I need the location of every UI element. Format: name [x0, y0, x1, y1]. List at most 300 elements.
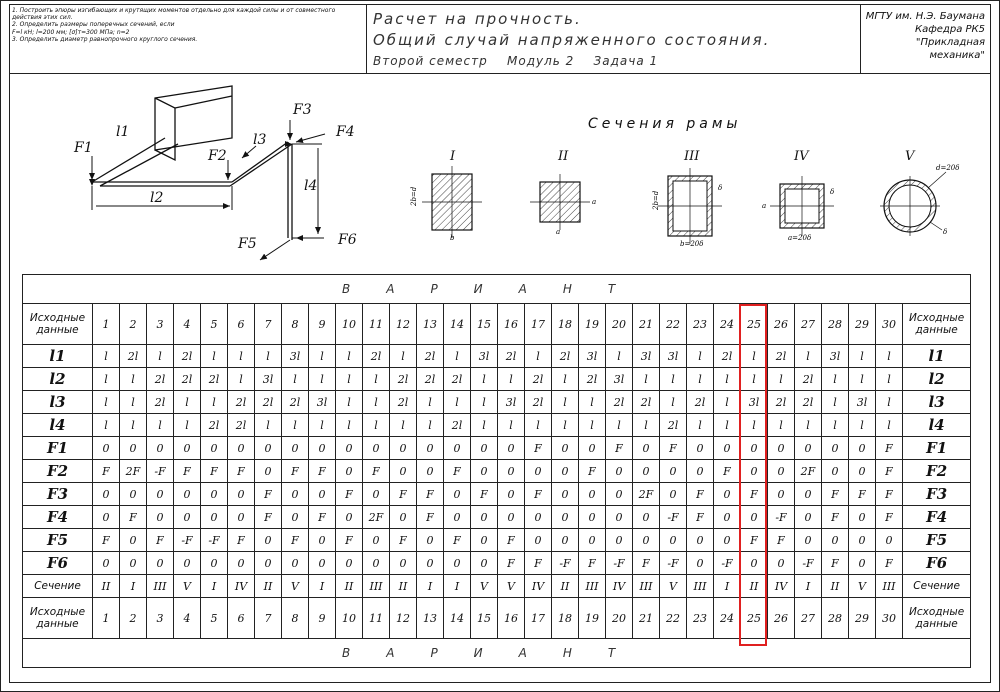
data-row-l1 [23, 345, 971, 368]
table-cell: F [579, 552, 606, 575]
row-label: F3 [23, 483, 93, 506]
table-cell: l [120, 391, 147, 414]
table-cell: l [444, 391, 471, 414]
table-cell: 2l [228, 414, 255, 437]
variant-number: 26 [768, 304, 795, 345]
table-cell: l [633, 368, 660, 391]
table-cell: l [741, 368, 768, 391]
table-cell: 2F [633, 483, 660, 506]
table-cell: 0 [336, 552, 363, 575]
data-row-l2 [23, 368, 971, 391]
variant-number: 9 [309, 598, 336, 639]
title-line-2: Общий случай напряженного состояния. [373, 31, 771, 49]
header-label: Исходные данные [903, 598, 971, 639]
table-cell: l [282, 368, 309, 391]
section-4-shape [762, 176, 834, 242]
table-cell: l [714, 391, 741, 414]
table-cell: F [687, 483, 714, 506]
note-1: 1. Построить эпюры изгибающих и крутящих моментов отдельно для каждой силы и от совместного действия этих сил. [12, 7, 336, 22]
table-cell: 0 [282, 506, 309, 529]
table-cell: 2l [390, 391, 417, 414]
table-cell: l [498, 368, 525, 391]
table-cell: l [606, 345, 633, 368]
org-line-2: Кафедра РК5 [915, 24, 985, 35]
table-cell: l [228, 368, 255, 391]
table-cell: 0 [471, 506, 498, 529]
table-cell: 0 [147, 483, 174, 506]
label-l2: l2 [150, 190, 164, 206]
table-cell: 2l [120, 345, 147, 368]
section-2-number: II [558, 149, 569, 164]
table-cell: l [336, 345, 363, 368]
variant-number: 6 [228, 304, 255, 345]
table-cell: l [525, 414, 552, 437]
variant-number: 11 [363, 598, 390, 639]
table-cell: l [282, 414, 309, 437]
table-cell: 0 [228, 483, 255, 506]
label-l4: l4 [304, 178, 318, 194]
variant-number: 30 [876, 304, 903, 345]
variant-number: 19 [579, 304, 606, 345]
note-2: 2. Определить размеры поперечных сечений, если [12, 21, 175, 29]
table-cell: l [687, 345, 714, 368]
table-cell: 2l [174, 345, 201, 368]
row-label: l4 [903, 414, 971, 437]
section-cell: III [876, 575, 903, 598]
section-cell: I [309, 575, 336, 598]
table-cell: 0 [201, 437, 228, 460]
section-cell: I [714, 575, 741, 598]
header-label: Исходные данные [903, 304, 971, 345]
variant-number: 18 [552, 304, 579, 345]
section-3-width-label: b=20δ [680, 240, 704, 248]
table-cell: 0 [822, 529, 849, 552]
label-F6: F6 [338, 232, 357, 248]
table-cell: l [876, 345, 903, 368]
table-cell: 2l [768, 391, 795, 414]
table-cell: 2F [120, 460, 147, 483]
variant-number: 29 [849, 304, 876, 345]
table-cell: l [822, 368, 849, 391]
table-cell: F [417, 506, 444, 529]
table-cell: F [525, 552, 552, 575]
table-cell: 0 [309, 437, 336, 460]
variant-number: 2 [120, 304, 147, 345]
table-cell: F [444, 460, 471, 483]
variant-number: 24 [714, 304, 741, 345]
table-cell: 0 [660, 460, 687, 483]
table-cell: l [93, 414, 120, 437]
section-4-thickness-label: δ [830, 188, 835, 196]
variant-caption: ВАРИАНТ [23, 639, 971, 668]
table-cell: F [363, 460, 390, 483]
table-cell: 0 [606, 506, 633, 529]
title-block [367, 4, 861, 74]
table-cell: 0 [714, 437, 741, 460]
sections-title: Сечения рамы [588, 116, 742, 132]
table-cell: F [174, 460, 201, 483]
table-cell: l [363, 391, 390, 414]
table-cell: 3l [633, 345, 660, 368]
row-label: F6 [23, 552, 93, 575]
variant-number: 27 [795, 598, 822, 639]
table-cell: l [120, 414, 147, 437]
table-cell: l [552, 414, 579, 437]
table-cell: F [93, 529, 120, 552]
table-cell: l [714, 414, 741, 437]
table-cell: l [255, 345, 282, 368]
table-cell: 0 [741, 460, 768, 483]
section-cell: II [741, 575, 768, 598]
table-cell: 0 [336, 460, 363, 483]
label-l1: l1 [116, 124, 130, 140]
table-cell: 3l [309, 391, 336, 414]
table-cell: F [309, 460, 336, 483]
table-cell: 0 [255, 529, 282, 552]
table-cell: l [309, 368, 336, 391]
table-cell: 2l [255, 391, 282, 414]
data-row-F5 [23, 529, 971, 552]
table-cell: l [552, 391, 579, 414]
section-cell: IV [768, 575, 795, 598]
variant-number: 21 [633, 598, 660, 639]
table-cell: 2l [768, 345, 795, 368]
section-cell: I [444, 575, 471, 598]
table-cell: 3l [579, 345, 606, 368]
variant-number: 14 [444, 304, 471, 345]
variant-number: 1 [93, 598, 120, 639]
table-cell: 0 [255, 437, 282, 460]
table-cell: 0 [444, 483, 471, 506]
section-cell: I [795, 575, 822, 598]
section-cell: I [201, 575, 228, 598]
table-cell: 0 [498, 506, 525, 529]
variant-caption: ВАРИАНТ [23, 275, 971, 304]
table-cell: F [336, 529, 363, 552]
table-cell: l [741, 414, 768, 437]
table-cell: l [174, 414, 201, 437]
table-cell: 0 [795, 506, 822, 529]
row-label: F5 [903, 529, 971, 552]
table-cell: 0 [120, 552, 147, 575]
table-cell: -F [147, 460, 174, 483]
label-F5: F5 [238, 236, 257, 252]
variant-number: 22 [660, 598, 687, 639]
sections-diagram [390, 140, 980, 250]
data-row-F3 [23, 483, 971, 506]
table-cell: F [390, 483, 417, 506]
section-cell: V [282, 575, 309, 598]
section-cell: V [471, 575, 498, 598]
label-F1: F1 [74, 140, 93, 156]
section-cell: III [633, 575, 660, 598]
section-3-number: III [684, 149, 700, 164]
label-F4: F4 [336, 124, 355, 140]
variant-number: 5 [201, 598, 228, 639]
table-cell: 0 [741, 437, 768, 460]
section-cell: V [174, 575, 201, 598]
variant-number: 26 [768, 598, 795, 639]
variants-table [22, 274, 971, 668]
table-cell: l [93, 368, 120, 391]
section-cell: IV [525, 575, 552, 598]
table-cell: F [336, 483, 363, 506]
table-cell: l [768, 414, 795, 437]
table-cell: l [336, 391, 363, 414]
table-cell: F [876, 483, 903, 506]
table-cell: 0 [633, 529, 660, 552]
variant-number: 20 [606, 304, 633, 345]
table-cell: 0 [363, 529, 390, 552]
table-cell: 0 [309, 529, 336, 552]
row-label: l1 [903, 345, 971, 368]
table-cell: l [768, 368, 795, 391]
section-3-height-label: 2b=d [652, 190, 660, 210]
table-cell: 0 [255, 552, 282, 575]
variant-numbers-row-top [23, 304, 971, 345]
table-cell: F [498, 552, 525, 575]
table-cell: 0 [606, 529, 633, 552]
table-cell: 0 [390, 437, 417, 460]
table-cell: F [876, 552, 903, 575]
table-cell: -F [660, 552, 687, 575]
table-cell: l [633, 414, 660, 437]
table-cell: 2l [174, 368, 201, 391]
table-cell: 0 [444, 552, 471, 575]
variant-number: 13 [417, 598, 444, 639]
table-cell: 0 [201, 506, 228, 529]
table-cell: l [174, 391, 201, 414]
variant-number: 24 [714, 598, 741, 639]
table-cell: l [363, 368, 390, 391]
header-label: Исходные данные [23, 304, 93, 345]
table-cell: 0 [714, 529, 741, 552]
title-line-1: Расчет на прочность. [373, 10, 582, 28]
data-row-F4 [23, 506, 971, 529]
table-cell: F [93, 460, 120, 483]
table-cell: 0 [282, 483, 309, 506]
table-cell: F [390, 529, 417, 552]
table-cell: 2l [417, 345, 444, 368]
table-cell: 0 [822, 460, 849, 483]
table-cell: F [444, 529, 471, 552]
variant-number: 25 [741, 598, 768, 639]
table-cell: l [309, 414, 336, 437]
table-cell: 0 [579, 529, 606, 552]
section-1-height-label: 2b=d [410, 186, 418, 206]
table-cell: F [417, 483, 444, 506]
section-3-shape [652, 168, 722, 248]
table-cell: l [660, 391, 687, 414]
section-5-shape [880, 164, 959, 236]
table-cell: F [282, 529, 309, 552]
table-cell: 0 [822, 437, 849, 460]
table-cell: l [201, 391, 228, 414]
table-cell: 0 [525, 460, 552, 483]
section-cell: II [822, 575, 849, 598]
variant-number: 28 [822, 598, 849, 639]
label-F3: F3 [293, 102, 312, 118]
table-cell: -F [660, 506, 687, 529]
variant-number: 7 [255, 598, 282, 639]
table-cell: 0 [552, 437, 579, 460]
table-cell: F [849, 483, 876, 506]
variant-numbers-row-bottom [23, 598, 971, 639]
table-cell: 0 [282, 552, 309, 575]
table-cell: 2l [444, 414, 471, 437]
section-1-width-label: b [450, 234, 455, 242]
table-cell: 0 [336, 437, 363, 460]
section-cell: III [579, 575, 606, 598]
section-cell: I [417, 575, 444, 598]
table-cell: 0 [471, 437, 498, 460]
table-cell: 0 [417, 529, 444, 552]
row-label: l2 [903, 368, 971, 391]
table-cell: l [93, 345, 120, 368]
table-cell: l [876, 368, 903, 391]
table-cell: 0 [417, 437, 444, 460]
table-cell: 2l [633, 391, 660, 414]
section-cell: II [390, 575, 417, 598]
table-cell: -F [174, 529, 201, 552]
table-cell: l [363, 414, 390, 437]
table-cell: l [876, 391, 903, 414]
table-cell: 0 [120, 529, 147, 552]
table-cell: F [471, 483, 498, 506]
table-cell: 0 [849, 506, 876, 529]
section-cell: II [255, 575, 282, 598]
table-cell: F [282, 460, 309, 483]
table-cell: l [336, 414, 363, 437]
table-cell: F [579, 460, 606, 483]
table-cell: l [120, 368, 147, 391]
table-cell: 0 [390, 506, 417, 529]
table-cell: l [417, 414, 444, 437]
section-cell: II [93, 575, 120, 598]
variant-number: 12 [390, 598, 417, 639]
table-cell: 3l [741, 391, 768, 414]
table-cell: l [471, 368, 498, 391]
table-cell: 0 [741, 552, 768, 575]
section-4-number: IV [794, 149, 809, 164]
variant-number: 29 [849, 598, 876, 639]
table-cell: l [660, 368, 687, 391]
table-cell: 0 [768, 483, 795, 506]
table-cell: 2l [201, 414, 228, 437]
data-row-F1 [23, 437, 971, 460]
section-cell: V [660, 575, 687, 598]
section-2-shape [530, 174, 596, 236]
table-cell: 0 [147, 437, 174, 460]
table-cell: F [498, 529, 525, 552]
table-cell: -F [201, 529, 228, 552]
variant-number: 15 [471, 304, 498, 345]
table-cell: 0 [120, 437, 147, 460]
row-label: F5 [23, 529, 93, 552]
table-cell: 0 [498, 460, 525, 483]
data-row-F6 [23, 552, 971, 575]
row-label: F3 [903, 483, 971, 506]
table-cell: 3l [606, 368, 633, 391]
table-cell: 0 [174, 437, 201, 460]
table-cell: 0 [633, 506, 660, 529]
variant-number: 7 [255, 304, 282, 345]
table-cell: l [525, 345, 552, 368]
row-label: F2 [903, 460, 971, 483]
table-cell: l [579, 391, 606, 414]
table-cell: 0 [876, 529, 903, 552]
table-cell: l [795, 345, 822, 368]
variant-number: 27 [795, 304, 822, 345]
section-cell: II [552, 575, 579, 598]
table-cell: 3l [498, 391, 525, 414]
table-cell: 2l [525, 368, 552, 391]
table-cell: 0 [795, 483, 822, 506]
table-cell: F [876, 506, 903, 529]
table-cell: 2l [660, 414, 687, 437]
table-cell: 0 [579, 437, 606, 460]
table-cell: l [687, 414, 714, 437]
table-cell: F [228, 529, 255, 552]
table-cell: 2l [282, 391, 309, 414]
variant-caption-row-bottom [23, 639, 971, 668]
variant-number: 4 [174, 304, 201, 345]
section-row [23, 575, 971, 598]
variant-number: 25 [741, 304, 768, 345]
table-cell: F [768, 529, 795, 552]
variant-number: 2 [120, 598, 147, 639]
section-label: Сечение [903, 575, 971, 598]
table-cell: l [849, 414, 876, 437]
section-cell: III [687, 575, 714, 598]
table-cell: F [201, 460, 228, 483]
section-5-number: V [905, 149, 915, 164]
table-cell: -F [795, 552, 822, 575]
table-cell: 2l [147, 391, 174, 414]
table-cell: l [876, 414, 903, 437]
table-cell: 0 [309, 552, 336, 575]
table-cell: 0 [93, 437, 120, 460]
table-cell: F [876, 460, 903, 483]
table-cell: 0 [282, 437, 309, 460]
table-cell: l [147, 345, 174, 368]
table-cell: 2l [687, 391, 714, 414]
label-l3: l3 [253, 132, 267, 148]
table-cell: 0 [687, 460, 714, 483]
data-row-F2 [23, 460, 971, 483]
table-cell: F [606, 437, 633, 460]
table-cell: 0 [93, 552, 120, 575]
table-cell: F [714, 460, 741, 483]
section-5-diameter-label: d=20δ [936, 164, 960, 172]
variant-number: 17 [525, 304, 552, 345]
variant-number: 11 [363, 304, 390, 345]
table-cell: l [471, 391, 498, 414]
table-cell: F [741, 529, 768, 552]
table-cell: 3l [471, 345, 498, 368]
table-cell: l [417, 391, 444, 414]
table-cell: l [471, 414, 498, 437]
table-cell: 0 [552, 506, 579, 529]
table-cell: l [390, 414, 417, 437]
section-cell: II [336, 575, 363, 598]
table-cell: l [309, 345, 336, 368]
variant-number: 10 [336, 598, 363, 639]
variant-number: 17 [525, 598, 552, 639]
table-cell: 2l [795, 391, 822, 414]
table-cell: 0 [687, 529, 714, 552]
table-cell: 0 [849, 437, 876, 460]
